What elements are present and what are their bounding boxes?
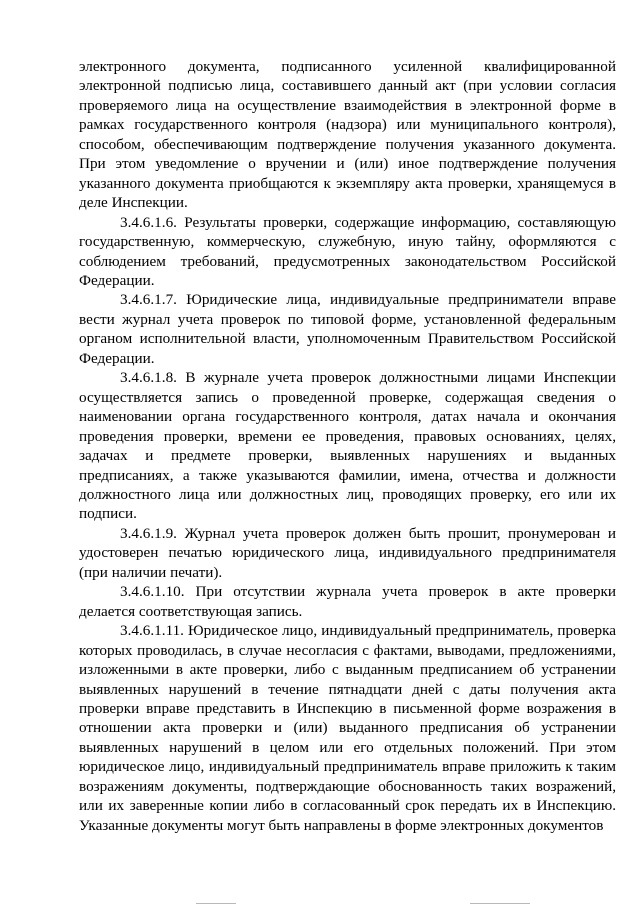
paragraph-3-4-6-1-10: 3.4.6.1.10. При отсутствии журнала учета проверок в акте проверки делается соответствующая запись. xyxy=(79,583,616,620)
paragraph-3-4-6-1-8: 3.4.6.1.8. В журнале учета проверок должностными лицами Инспекции осуществляется запись о проведенной проверке, содержащая сведения о наименовании органа государственного контроля, датах начала и окончания проведения проверки, времени ее проведения, правовых основаниях, целях, задачах и предмете проверки, выявленных нарушениях и выданных предписаниях, а также указываются фамилии, имена, отчества и должности должностного лица или должностных лиц, проводящих проверку, его или их подписи. xyxy=(79,369,616,523)
paragraph-continuation: электронного документа, подписанного усиленной квалифицированной электронной подписью лица, составившего данный акт (при условии согласия проверяемого лица на осуществление взаимодействия в электронной форме в рамках государственного контроля (надзора) или муниципального контроля), способом, обеспечивающим подтверждение получения указанного документа. При этом уведомление о вручении и (или) иное подтверждение получения указанного документа приобщаются к экземпляру акта проверки, хранящемуся в деле Инспекции. xyxy=(79,58,616,212)
paragraph-3-4-6-1-7: 3.4.6.1.7. Юридические лица, индивидуальные предприниматели вправе вести журнал учета проверок по типовой форме, установленной федеральным органом исполнительной власти, уполномоченным Правительством Российской Федерации. xyxy=(79,291,616,367)
paragraph-3-4-6-1-9: 3.4.6.1.9. Журнал учета проверок должен быть прошит, пронумерован и удостоверен печатью юридического лица, индивидуального предпринимателя (при наличии печати). xyxy=(79,524,616,581)
scan-mark xyxy=(196,903,236,904)
paragraph-3-4-6-1-6: 3.4.6.1.6. Результаты проверки, содержащие информацию, составляющую государственную, коммерческую, служебную, иную тайну, оформляются с соблюдением требований, предусмотренных законодательством Российской Федерации. xyxy=(79,213,616,289)
scan-edge-marks xyxy=(0,901,640,905)
scan-mark xyxy=(470,903,530,904)
paragraph-3-4-6-1-11: 3.4.6.1.11. Юридическое лицо, индивидуальный предприниматель, проверка которых проводилась, в случае несогласия с фактами, выводами, предложениями, изложенными в акте проверки, либо с выданным предписанием об устранении выявленных нарушений в течение пятнадцати дней с даты получения акта проверки вправе представить в Инспекцию в письменной форме возражения в отношении акта проверки и (или) выданного предписания об устранении выявленных нарушений в целом или его отдельных положений. При этом юридическое лицо, индивидуальный предприниматель вправе приложить к таким возражениям документы, подтверждающие обоснованность таких возражений, или их заверенные копии либо в согласованный срок передать их в Инспекцию. Указанные документы могут быть направлены в форме электронных документов xyxy=(79,622,616,834)
document-body xyxy=(79,57,616,835)
